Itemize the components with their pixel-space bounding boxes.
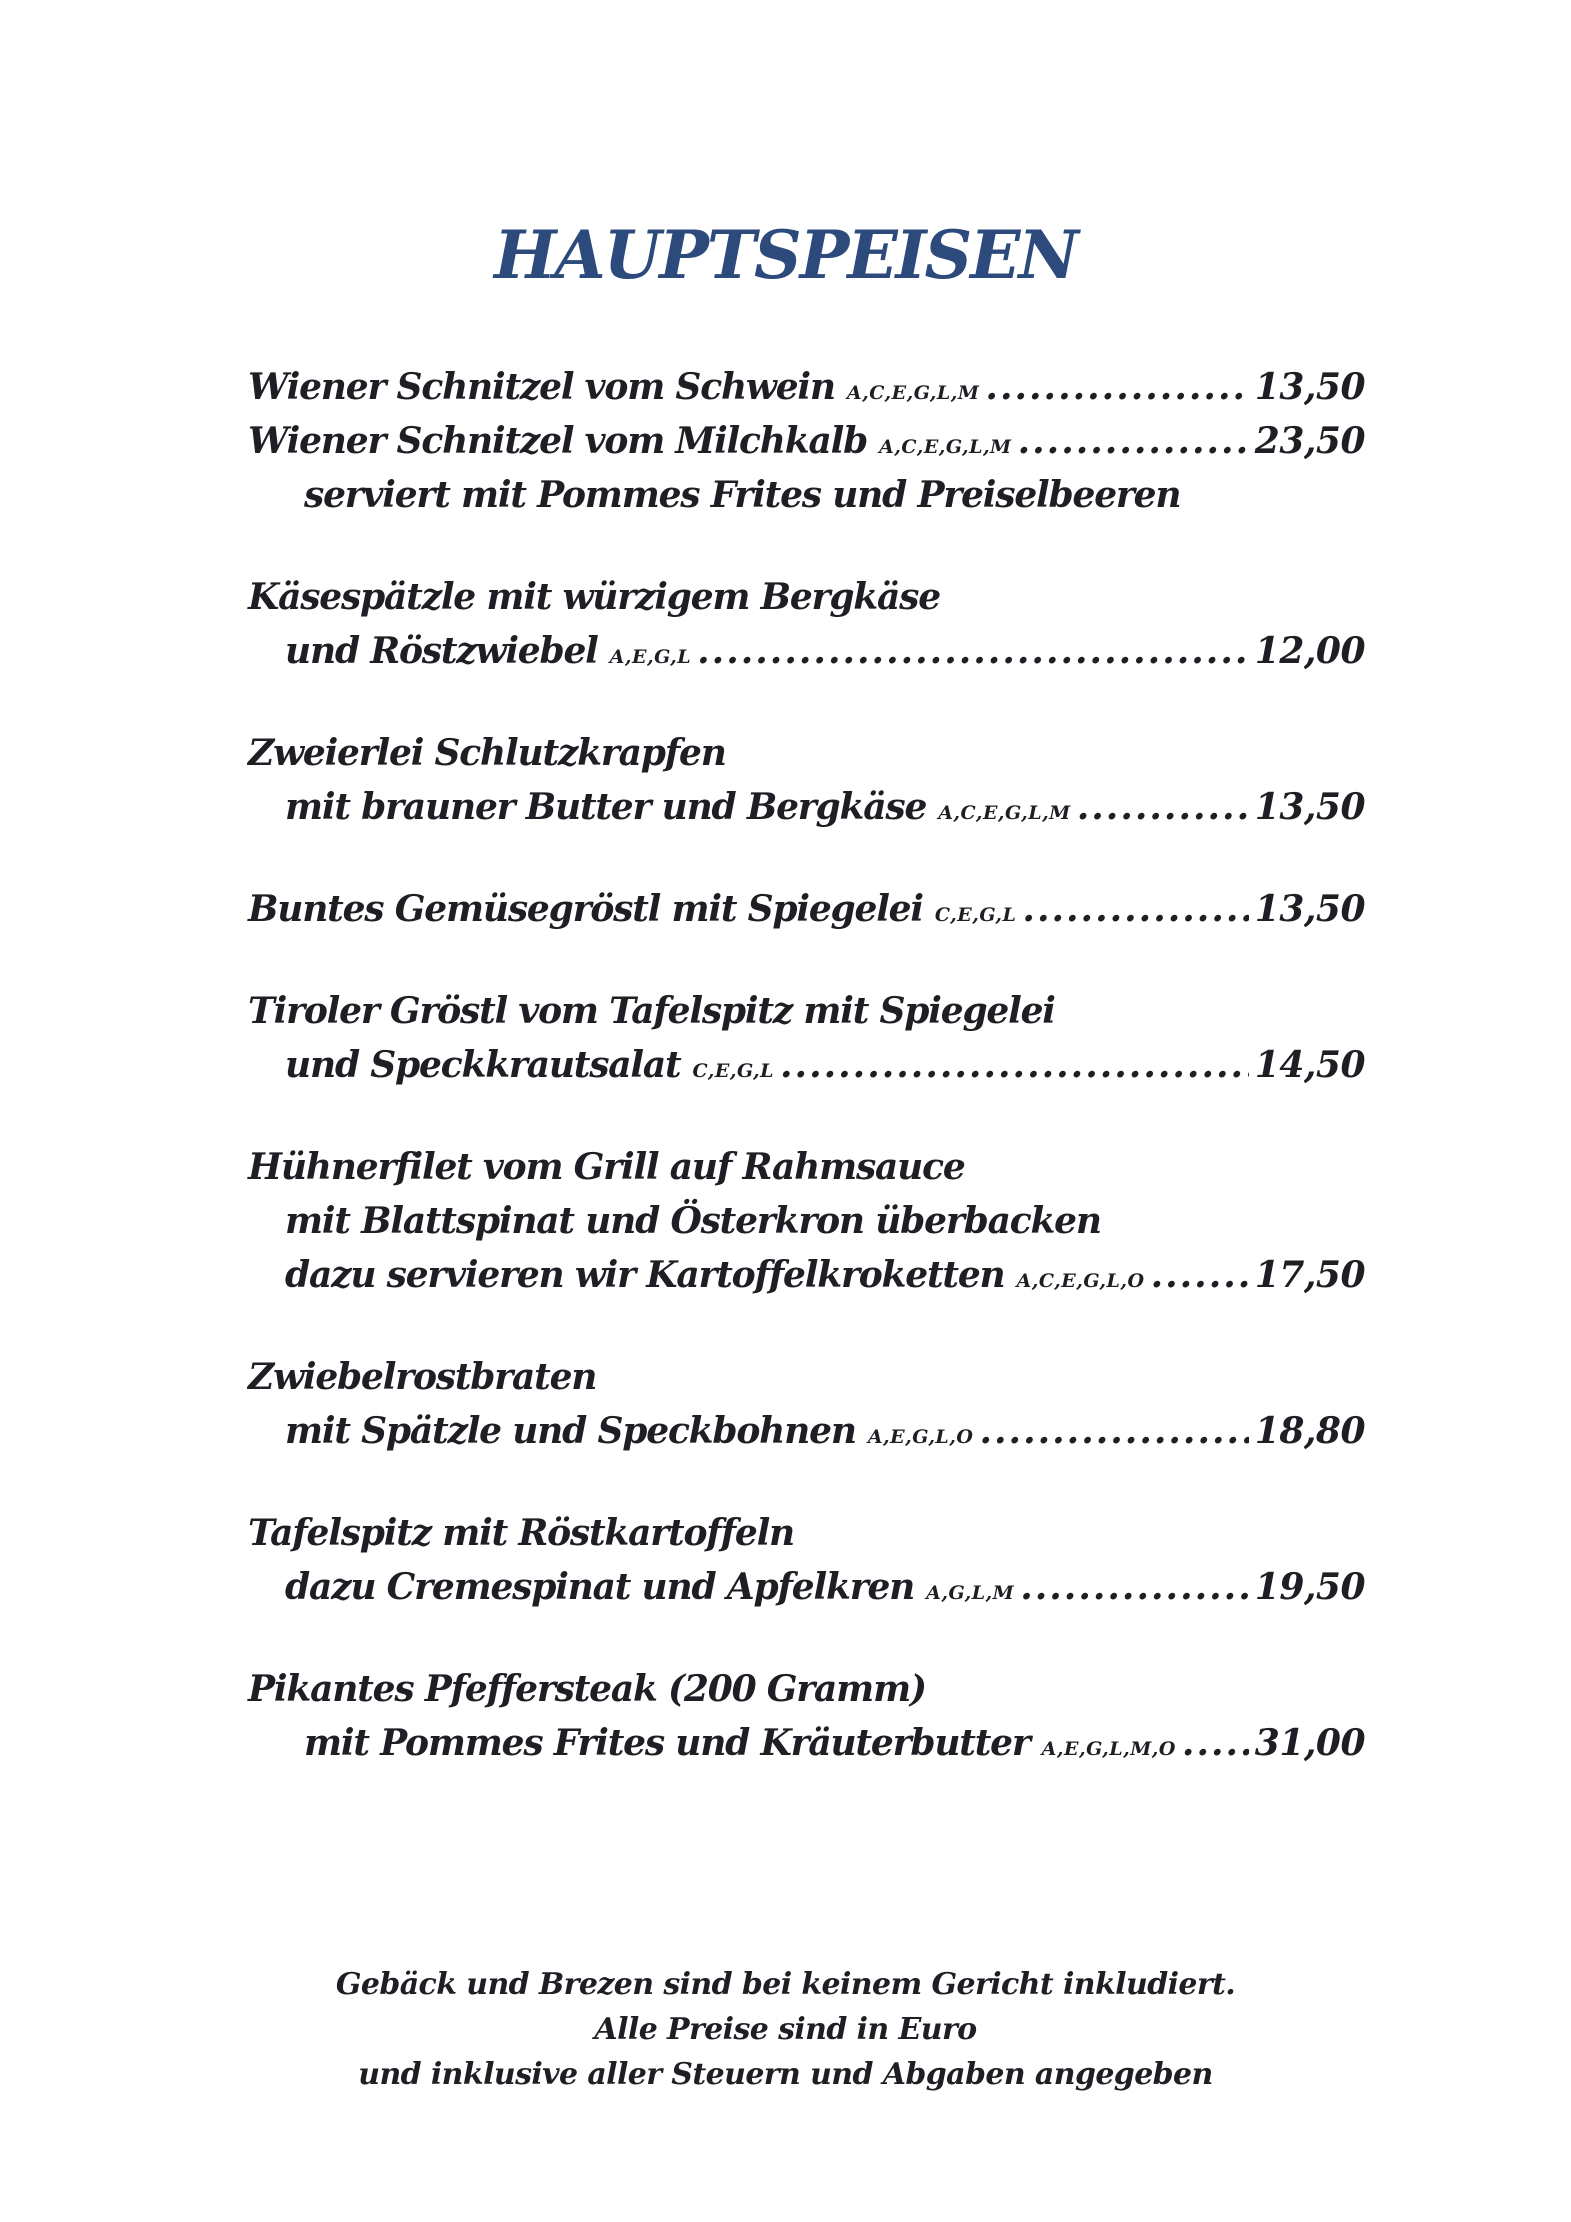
menu-line (248, 624, 1365, 678)
allergen-codes: A,E,G,L,M,O (1041, 1738, 1176, 1760)
dish-wiener-schnitzel (248, 360, 1365, 522)
dish-name: Zwiebelrostbraten (248, 1356, 597, 1398)
price: 13,50 (1254, 888, 1365, 930)
allergen-codes: A,E,G,L (609, 646, 692, 668)
dish-name: Pikantes Pfeffersteak (200 Gramm) (248, 1668, 926, 1710)
dish-name: Hühnerfilet vom Grill auf Rahmsauce (248, 1146, 965, 1188)
dot-leader (1020, 1560, 1249, 1614)
allergen-codes: A,C,E,G,L,M (938, 802, 1071, 824)
dish-gemuesegroestl (248, 882, 1365, 936)
allergen-codes: A,E,G,L,O (867, 1426, 974, 1448)
footer-notes (0, 1962, 1571, 2097)
menu-line (248, 1560, 1365, 1614)
dish-description: mit brauner Butter und Bergkäse (285, 786, 927, 828)
menu-line (248, 1404, 1365, 1458)
footer-line: Gebäck und Brezen sind bei keinem Gericht inkludiert. (335, 1967, 1236, 2002)
dot-leader (780, 1038, 1249, 1092)
dish-name: Käsespätzle mit würzigem Bergkäse (248, 576, 940, 618)
menu-line (248, 1248, 1365, 1302)
dish-pfeffersteak (248, 1662, 1365, 1770)
menu-list (248, 360, 1365, 1818)
allergen-codes: A,C,E,G,L,M (879, 436, 1012, 458)
dish-name: Buntes Gemüsegröstl mit Spiegelei (248, 888, 923, 930)
price: 18,80 (1254, 1410, 1365, 1452)
dish-name: Tafelspitz mit Röstkartoffeln (248, 1512, 795, 1554)
dish-description: dazu servieren wir Kartoffelkroketten (285, 1254, 1005, 1296)
price: 12,00 (1254, 630, 1365, 672)
footer-line: Alle Preise sind in Euro (594, 2012, 977, 2047)
menu-line (248, 360, 1365, 414)
allergen-codes: C,E,G,L (692, 1060, 774, 1082)
dish-tafelspitz (248, 1506, 1365, 1614)
dot-leader (1018, 414, 1249, 468)
price: 13,50 (1254, 786, 1365, 828)
dish-name: Zweierlei Schlutzkrapfen (248, 732, 726, 774)
price: 14,50 (1254, 1044, 1365, 1086)
dish-description: mit Blattspinat und Österkron überbacken (285, 1200, 1101, 1242)
menu-line (248, 1716, 1365, 1770)
footer-line: und inklusive aller Steuern und Abgaben angegeben (358, 2057, 1213, 2092)
allergen-codes: A,G,L,M (926, 1582, 1015, 1604)
dot-leader (697, 624, 1249, 678)
dot-leader (985, 360, 1248, 414)
dish-name: Wiener Schnitzel vom Milchkalb (248, 420, 868, 462)
dish-schlutzkrapfen (248, 726, 1365, 834)
dish-description: mit Spätzle und Speckbohnen (285, 1410, 856, 1452)
dot-leader (979, 1404, 1248, 1458)
price: 17,50 (1254, 1254, 1365, 1296)
dot-leader (1182, 1716, 1249, 1770)
dish-name: Tiroler Gröstl vom Tafelspitz mit Spiegelei (248, 990, 1055, 1032)
price: 13,50 (1254, 366, 1365, 408)
menu-line (248, 882, 1365, 936)
dish-description: und Speckkrautsalat (285, 1044, 681, 1086)
dish-zwiebelrostbraten (248, 1350, 1365, 1458)
price: 31,00 (1254, 1722, 1365, 1764)
dish-description: und Röstzwiebel (285, 630, 598, 672)
dish-kaesespaetzle (248, 570, 1365, 678)
dish-description: mit Pommes Frites und Kräuterbutter (304, 1722, 1030, 1764)
allergen-codes: A,C,E,G,L,O (1016, 1270, 1145, 1292)
dish-tiroler-groestl (248, 984, 1365, 1092)
menu-line (248, 1038, 1365, 1092)
dish-description: serviert mit Pommes Frites und Preiselbeeren (304, 474, 1181, 516)
dot-leader (1077, 780, 1249, 834)
dish-huehnerfilet (248, 1140, 1365, 1302)
allergen-codes: C,E,G,L (934, 904, 1017, 926)
dish-name: Wiener Schnitzel vom Schwein (248, 366, 835, 408)
menu-line (248, 780, 1365, 834)
page-title: HAUPTSPEISEN (494, 216, 1077, 294)
dish-description: dazu Cremespinat und Apfelkren (285, 1566, 915, 1608)
menu-line (248, 414, 1365, 468)
dot-leader (1022, 882, 1248, 936)
price: 19,50 (1254, 1566, 1365, 1608)
price: 23,50 (1254, 420, 1365, 462)
allergen-codes: A,C,E,G,L,M (846, 382, 980, 404)
dot-leader (1151, 1248, 1249, 1302)
